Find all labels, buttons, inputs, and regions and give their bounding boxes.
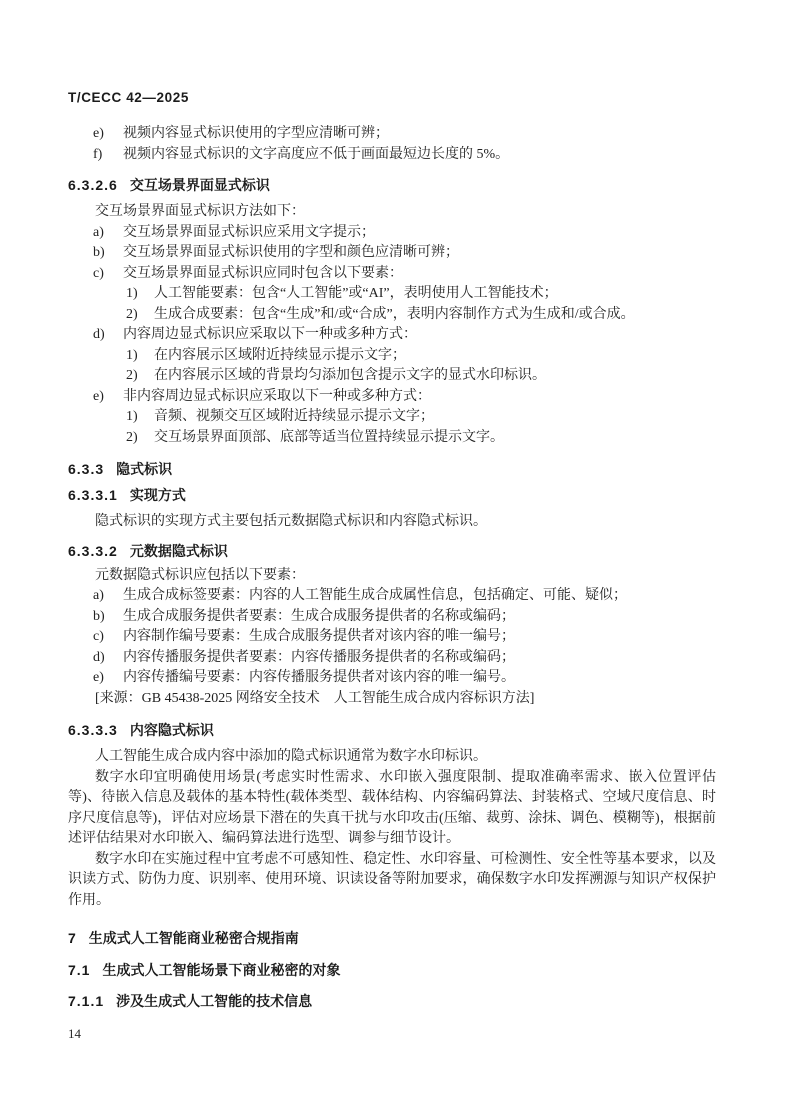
clause-text: 交互场景界面顶部、底部等适当位置持续显示提示文字。 bbox=[154, 429, 504, 445]
section-title: 隐式标识 bbox=[116, 461, 173, 477]
clause-marker: c) bbox=[93, 265, 104, 281]
clause-marker: e) bbox=[93, 670, 104, 685]
paragraph: 数字水印在实施过程中宜考虑不可感知性、稳定性、水印容量、可检测性、安全性等基本要求，以及识读方式、防伪力度、识别率、使用环境、识读设备等附加要求，确保数字水印发挥溯源与知识产权保护作用。 bbox=[68, 851, 716, 908]
section-number: 7 bbox=[68, 930, 77, 946]
clause-item bbox=[68, 243, 716, 264]
clause-marker: b) bbox=[93, 608, 105, 624]
heading-7 bbox=[68, 929, 716, 947]
section-number: 6.3.3.3 bbox=[68, 722, 118, 738]
paragraph: 数字水印宜明确使用场景(考虑实时性需求、水印嵌入强度限制、提取准确率需求、嵌入位置评估等)、待嵌入信息及载体的基本特性(载体类型、载体结构、内容编码算法、封装格式、空域尺度信息、时序尺度信息等)，评估对应场景下潜在的失真干扰与水印攻击(压缩、裁剪、涂抹、调色、模糊等)，根据前述评估结果对水印嵌入、编码算法进行选型、调参与细节设计。 bbox=[68, 769, 716, 846]
clause-item bbox=[68, 325, 716, 346]
lead-paragraph: 交互场景界面显式标识方法如下： bbox=[95, 204, 305, 219]
section-number: 7.1 bbox=[68, 962, 91, 978]
heading-6-3-3-1 bbox=[68, 486, 716, 504]
section-number: 6.3.3 bbox=[68, 461, 105, 477]
heading-7-1-1 bbox=[68, 992, 716, 1010]
section-number: 6.3.3.2 bbox=[68, 542, 118, 559]
clause-text: 人工智能要素：包含“人工智能”或“AI”，表明使用人工智能技术； bbox=[154, 286, 558, 301]
clause-marker: a) bbox=[93, 224, 104, 240]
section-title: 涉及生成式人工智能的技术信息 bbox=[116, 993, 313, 1009]
clause-text: 生成合成标签要素：内容的人工智能生成合成属性信息，包括确定、可能、疑似； bbox=[123, 588, 627, 603]
clause-text: 在内容展示区域附近持续显示提示文字； bbox=[154, 347, 406, 363]
clause-marker: e) bbox=[93, 388, 104, 404]
section-title: 交互场景界面显式标识 bbox=[129, 177, 270, 193]
clause-item bbox=[68, 627, 716, 648]
clause-marker: 2) bbox=[126, 368, 138, 383]
clause-item bbox=[68, 648, 716, 669]
clause-marker: 1) bbox=[126, 409, 138, 424]
section-title: 生成式人工智能商业秘密合规指南 bbox=[88, 930, 299, 946]
section-title: 实现方式 bbox=[129, 487, 186, 503]
sub-clause-item bbox=[68, 428, 716, 449]
clause-marker: 2) bbox=[126, 306, 138, 322]
clause-item bbox=[68, 387, 716, 408]
clause-item bbox=[68, 223, 716, 244]
clause-marker: d) bbox=[93, 649, 105, 665]
heading-6-3-3 bbox=[68, 460, 716, 478]
clause-marker: 2) bbox=[126, 429, 138, 445]
clause-marker: d) bbox=[93, 327, 105, 342]
clause-marker: f) bbox=[93, 146, 103, 162]
sub-clause-item bbox=[68, 284, 716, 305]
clause-marker: a) bbox=[93, 588, 104, 603]
clause-item bbox=[68, 124, 716, 145]
clause-text: 内容制作编号要素：生成合成服务提供者对该内容的唯一编号； bbox=[123, 629, 515, 644]
clause-text: 在内容展示区域的背景均匀添加包含提示文字的显式水印标识。 bbox=[154, 368, 546, 383]
clause-marker: e) bbox=[93, 126, 104, 141]
clause-item bbox=[68, 668, 716, 689]
clause-item bbox=[68, 586, 716, 607]
sub-clause-item bbox=[68, 407, 716, 428]
heading-6-3-3-3 bbox=[68, 721, 716, 739]
clause-marker: b) bbox=[93, 245, 105, 260]
clause-text: 视频内容显式标识使用的字型应清晰可辨； bbox=[123, 126, 389, 141]
sub-clause-item bbox=[68, 366, 716, 387]
section-title: 元数据隐式标识 bbox=[129, 542, 228, 559]
heading-6-3-3-2 bbox=[68, 542, 716, 560]
section-title: 内容隐式标识 bbox=[129, 722, 214, 738]
clause-text: 交互场景界面显式标识应同时包含以下要素： bbox=[123, 265, 403, 281]
clause-text: 交互场景界面显式标识使用的字型和颜色应清晰可辨； bbox=[123, 245, 459, 260]
paragraph: 人工智能生成合成内容中添加的隐式标识通常为数字水印标识。 bbox=[95, 749, 487, 764]
clause-text: 生成合成要素：包含“生成”和/或“合成”，表明内容制作方式为生成和/或合成。 bbox=[154, 306, 635, 322]
paragraph: 隐式标识的实现方式主要包括元数据隐式标识和内容隐式标识。 bbox=[95, 514, 487, 529]
section-number: 6.3.2.6 bbox=[68, 177, 118, 193]
section-number: 6.3.3.1 bbox=[68, 487, 118, 503]
page-content bbox=[68, 90, 716, 1018]
section-title: 生成式人工智能场景下商业秘密的对象 bbox=[102, 962, 341, 978]
clause-marker: c) bbox=[93, 629, 104, 644]
source-reference: [来源：GB 45438-2025 网络安全技术 人工智能生成合成内容标识方法] bbox=[95, 690, 535, 706]
page-number: 14 bbox=[68, 1026, 81, 1041]
sub-clause-item bbox=[68, 305, 716, 326]
heading-6-3-2-6 bbox=[68, 176, 716, 194]
clause-item bbox=[68, 607, 716, 628]
clause-marker: 1) bbox=[126, 286, 138, 301]
clause-marker: 1) bbox=[126, 347, 138, 363]
heading-7-1 bbox=[68, 961, 716, 979]
lead-paragraph: 元数据隐式标识应包括以下要素： bbox=[95, 567, 305, 583]
sub-clause-item bbox=[68, 346, 716, 367]
clause-item bbox=[68, 145, 716, 166]
clause-text: 生成合成服务提供者要素：生成合成服务提供者的名称或编码； bbox=[123, 608, 515, 624]
clause-text: 非内容周边显式标识应采取以下一种或多种方式： bbox=[123, 388, 431, 404]
clause-text: 内容周边显式标识应采取以下一种或多种方式： bbox=[123, 327, 417, 342]
clause-text: 音频、视频交互区域附近持续显示提示文字； bbox=[154, 409, 434, 424]
section-number: 7.1.1 bbox=[68, 993, 105, 1009]
clause-item bbox=[68, 264, 716, 285]
clause-text: 内容传播服务提供者要素：内容传播服务提供者的名称或编码； bbox=[123, 649, 515, 665]
clause-text: 交互场景界面显式标识应采用文字提示； bbox=[123, 224, 375, 240]
clause-text: 内容传播编号要素：内容传播服务提供者对该内容的唯一编号。 bbox=[123, 670, 515, 685]
doc-code: T/CECC 42—2025 bbox=[68, 90, 189, 105]
clause-text: 视频内容显式标识的文字高度应不低于画面最短边长度的 5%。 bbox=[123, 146, 510, 162]
